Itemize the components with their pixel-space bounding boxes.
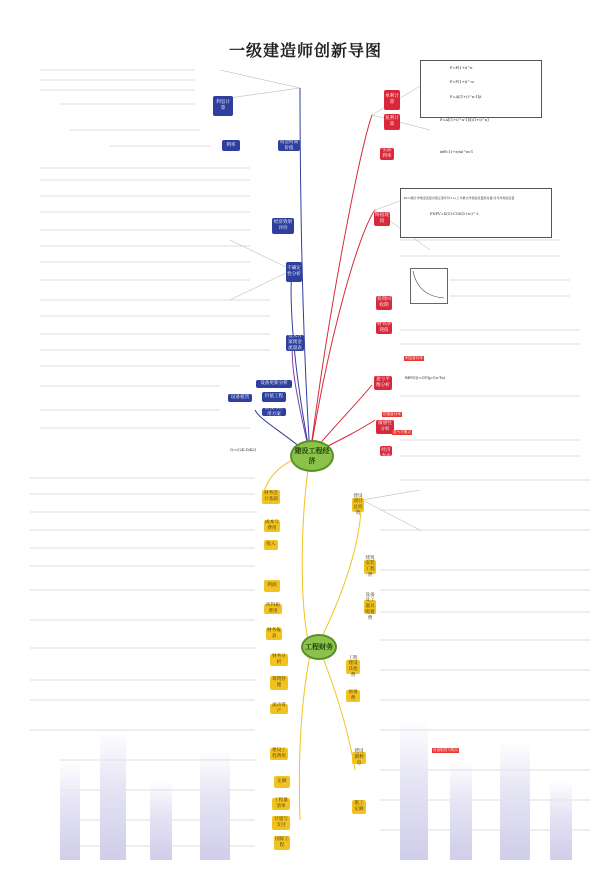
yellow-node: 收入 <box>264 540 278 550</box>
yellow-node: 利润 <box>264 580 280 592</box>
yellow-node: 建设工程费用 <box>270 748 288 760</box>
blue-node: 设备更新分析 <box>256 380 292 388</box>
red-node: 终值现值 <box>375 213 389 224</box>
skyline-building <box>100 730 126 860</box>
yellow-node: 财务报表 <box>267 628 281 639</box>
red-node: 敏感性分析 <box>376 420 394 434</box>
blue-node: 新技术应用方案 <box>262 408 286 416</box>
yellow-node-right: 建筑安装工程费 <box>365 555 375 578</box>
blue-node: 利率 <box>222 140 240 151</box>
blue-node: 价值工程 <box>262 392 286 402</box>
red-node: 投资回收期 <box>377 297 391 308</box>
red-node: 盈亏平衡分析 <box>374 376 392 390</box>
red-node: 单利计算 <box>384 90 400 110</box>
formula: Pt=(累计净现金流量出现正值年份-1)+上年累计净现金流量绝对值/当年净现金流量 <box>404 196 515 200</box>
skyline-building <box>400 720 428 860</box>
highlight-label: 利息备付率 <box>405 356 423 360</box>
yellow-node: 所得税费用 <box>264 604 282 614</box>
formula: FNPV=Σ(CI-CO)t(1+ic)^-t <box>430 212 479 216</box>
yellow-node-right: 预备费 <box>346 690 360 702</box>
blue-node: 资金时间价值 <box>279 139 299 151</box>
red-node: 实际利率 <box>380 148 394 160</box>
yellow-node-right: 施工定额 <box>352 800 366 814</box>
yellow-node-right: 设备及工器具购置费 <box>365 592 375 621</box>
yellow-node: 国际工程 <box>275 837 289 848</box>
red-node: 设备经济寿命 <box>381 442 391 459</box>
yellow-node: 筹资管理 <box>270 676 288 690</box>
skyline-building <box>550 780 572 860</box>
highlight-label: 偿债备付率 <box>383 412 401 416</box>
yellow-node-right: 建设期利息 <box>352 752 366 764</box>
blue-node: 利息计算 <box>213 96 233 116</box>
highlight-label: 设备租赁与购买 <box>433 748 459 752</box>
hub-engineering-finance: 工程财务 <box>301 634 337 660</box>
skyline-building <box>500 740 530 860</box>
hub-engineering-economics: 建设工程经济 <box>290 440 334 472</box>
red-node: 财务净现值 <box>377 322 391 333</box>
formula: P=F(1+i)^-n <box>450 80 474 84</box>
yellow-node-right: 建设项目总投资 <box>353 493 363 516</box>
yellow-node-right: 工程建设其他费 <box>346 660 360 674</box>
formula: Q=√(2K·D/K2) <box>230 448 257 452</box>
yellow-node: 工程量清单 <box>272 798 290 810</box>
skyline-building <box>450 760 472 860</box>
blue-node: 技术方案现金流量表 <box>286 335 304 351</box>
skyline-building <box>200 750 230 860</box>
blue-node: 设备租赁 <box>228 394 252 402</box>
yellow-node: 流动资产 <box>270 704 288 714</box>
blue-node: 经济效果评价 <box>272 218 294 234</box>
skyline-building <box>60 760 80 860</box>
page-title: 一级建造师创新导图 <box>228 41 382 60</box>
formula: BEP(Q)=CF/(p-Cu-Tu) <box>405 376 446 380</box>
formula: F=P(1+i)^n <box>450 66 473 70</box>
skyline-building <box>150 780 172 860</box>
yellow-node: 成本与费用 <box>265 520 279 531</box>
formula: P=A[(1+i)^n-1]/[i(1+i)^n] <box>440 118 489 122</box>
yellow-node: 定额 <box>274 776 290 788</box>
yellow-node: 财务分析 <box>270 654 288 666</box>
yellow-node: 计量与支付 <box>272 816 290 830</box>
yellow-node: 财务会计基础 <box>262 490 280 504</box>
formula: F=A[(1+i)^n-1]/i <box>450 95 482 99</box>
red-node: 复利计算 <box>384 114 400 130</box>
blue-node: 不确定性分析 <box>286 262 302 282</box>
highlight-label: 盈亏平衡点 <box>393 430 411 434</box>
formula: ieff=(1+r/m)^m-1 <box>440 150 474 154</box>
